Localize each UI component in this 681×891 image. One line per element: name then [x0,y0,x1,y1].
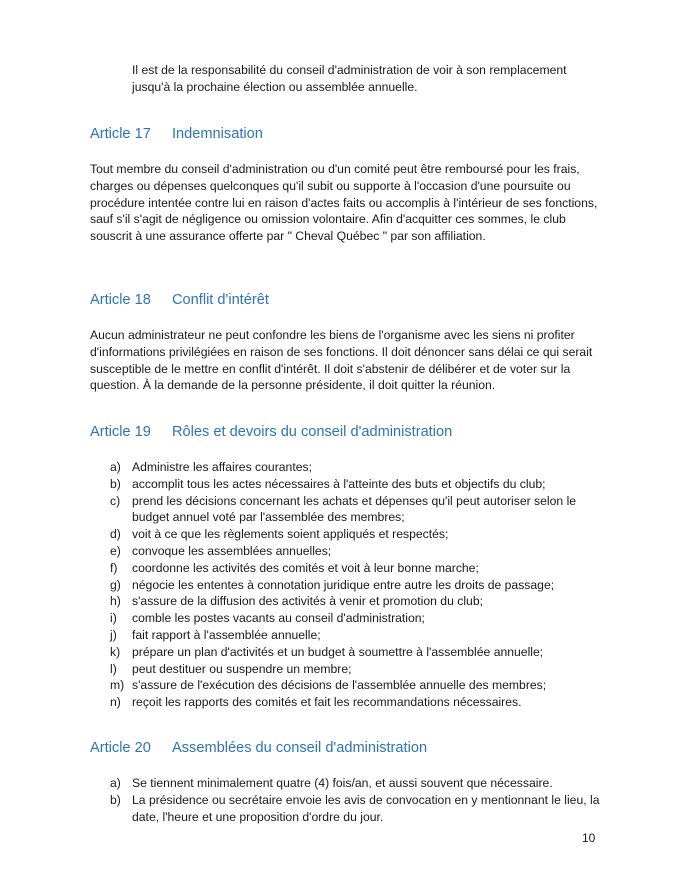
list-item-text: peut destituer ou suspendre un membre; [132,661,352,676]
article-18-heading [90,291,269,309]
list-item-text: prend les décisions concernant les achats et dépenses qu'il peut autoriser selon le budget annuel voté par l'assemblée des membres; [132,493,577,525]
article-20-title: Assemblées du conseil d'administration [172,740,428,756]
list-marker: b) [110,476,121,491]
list-item [110,560,602,577]
list-marker: i) [110,611,117,626]
list-item [110,610,602,627]
article-19-title: Rôles et devoirs du conseil d'administration [172,424,453,440]
article-19-heading [90,423,452,441]
list-marker: j) [110,627,117,642]
list-item [110,543,602,560]
list-item [110,593,602,610]
list-item-text: coordonne les activités des comités et voit à leur bonne marche; [132,560,479,575]
list-item-text: convoque les assemblées annuelles; [132,543,332,558]
page-number: 10 [582,831,596,845]
list-marker: k) [110,644,121,659]
list-item [110,644,602,661]
list-item [110,694,602,711]
article-17-number: Article 17 [90,126,151,142]
article-19-number: Article 19 [90,424,151,440]
list-item [110,493,602,527]
list-marker: a) [110,776,121,790]
list-marker: m) [110,678,125,693]
list-item-text: s'assure de la diffusion des activités à venir et promotion du club; [132,594,483,609]
list-marker: n) [110,695,121,710]
article-20-number: Article 20 [90,740,151,756]
list-marker: c) [110,493,121,508]
list-item-text: négocie les ententes à connotation juridique entre autre les droits de passage; [132,577,555,592]
list-marker: e) [110,543,121,558]
list-item-text: Se tiennent minimalement quatre (4) fois/an, et aussi souvent que nécessaire. [132,776,553,790]
list-item [110,526,602,543]
list-marker: g) [110,577,121,592]
list-item [110,775,602,792]
list-marker: f) [110,560,118,575]
list-item-text: reçoit les rapports des comités et fait les recommandations nécessaires. [132,695,522,710]
article-20-list [110,775,602,825]
list-item-text: s'assure de l'exécution des décisions de l'assemblée annuelle des membres; [132,678,547,693]
intro-paragraph: Il est de la responsabilité du conseil d'administration de voir à son remplacement jusqu'à la prochaine élection ou assemblée annuelle. [132,63,567,94]
list-item-text: voit à ce que les règlements soient appliqués et respectés; [132,527,449,542]
list-item [110,577,602,594]
list-item-text: Administre les affaires courantes; [132,460,312,474]
article-18-body: Aucun administrateur ne peut confondre les biens de l'organisme avec les siens ni profiter d'informations privilégiées en raison de ses fonctions. Il doit dénoncer sans délai ce qui serait susceptible de le mettre en conflit d'intérêt. Il doit s'abstenir de délibérer et de voter sur la question. À la demande de la personne présidente, il doit quitter la réunion. [90,328,593,393]
list-item-text: La présidence ou secrétaire envoie les avis de convocation en y mentionnant le lieu, la date, l'heure et une proposition d'ordre du jour. [132,792,600,824]
list-marker: l) [110,661,117,676]
list-marker: a) [110,460,121,474]
list-marker: h) [110,594,121,609]
list-item [110,476,602,493]
list-item [110,459,602,476]
list-marker: b) [110,792,121,807]
list-item-text: accomplit tous les actes nécessaires à l'atteinte des buts et objectifs du club; [132,476,546,491]
list-item-text: comble les postes vacants au conseil d'administration; [132,611,425,626]
article-19-list [110,459,602,711]
article-20-heading [90,739,427,757]
article-18-number: Article 18 [90,292,151,308]
list-item [110,627,602,644]
article-18-title: Conflit d'intérêt [172,292,269,308]
list-item-text: prépare un plan d'activités et un budget à soumettre à l'assemblée annuelle; [132,644,544,659]
article-17-body: Tout membre du conseil d'administration ou d'un comité peut être remboursé pour les frais, charges ou dépenses quelconques qu'il subit ou supporte à l'occasion d'une poursuite ou procédure intentée contre lui en raison d'actes faits ou accomplis à l'intérieur de ses fonctions, sauf s'il s'agit de négligence ou omission volontaire. Afin d'acquitter ces sommes, le club souscrit à une assurance offerte par " Cheval Québec " par son affiliation. [90,162,598,244]
list-item [110,677,602,694]
article-17-heading [90,125,263,143]
list-marker: d) [110,527,121,542]
article-17-title: Indemnisation [172,126,263,142]
list-item [110,792,602,826]
list-item-text: fait rapport à l'assemblée annuelle; [132,627,321,642]
list-item [110,661,602,678]
